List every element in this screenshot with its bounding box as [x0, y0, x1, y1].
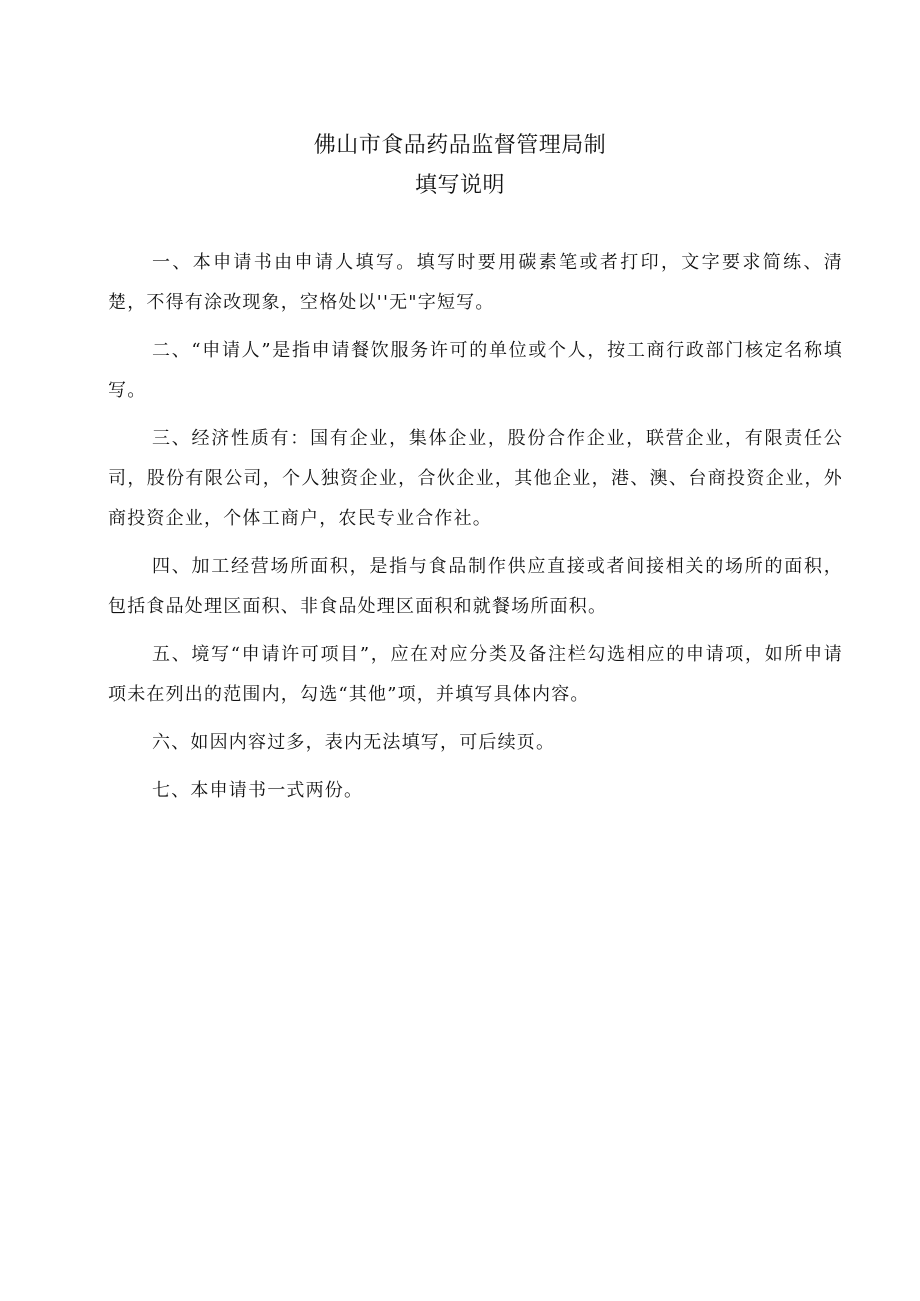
instruction-paragraph-2: 二、“申请人”是指申请餐饮服务许可的单位或个人，按工商行政部门核定名称填写。 [108, 340, 843, 401]
instruction-paragraph-6: 六、如因内容过多，表内无法填写，可后续页。 [152, 732, 556, 753]
instruction-paragraph-4: 四、加工经营场所面积，是指与食品制作供应直接或者间接相关的场所的面积，包括食品处理区面积、非食品处理区面积和就餐场所面积。 [108, 556, 843, 617]
instruction-paragraph-5: 五、境写“申请许可项目”，应在对应分类及备注栏勾选相应的申请项，如所申请项未在列出的范围内，勾选“其他”项，并填写具体内容。 [108, 644, 843, 705]
instructions-body [108, 243, 843, 819]
instructions-title: 填写说明 [414, 173, 505, 198]
document-header [0, 126, 920, 206]
instruction-paragraph-3: 三、经济性质有：国有企业，集体企业，股份合作企业，联营企业，有限责任公司，股份有限公司，个人独资企业，合伙企业，其他企业，港、澳、台商投资企业，外商投资企业，个体工商户，农民专业合作社。 [108, 428, 843, 529]
instruction-paragraph-7: 七、本申请书一式两份。 [152, 780, 364, 801]
issuer-title: 佛山市食品药品监督管理局制 [313, 133, 607, 158]
instruction-paragraph-1: 一、本申请书由申请人填写。填写时要用碳素笔或者打印，文字要求简练、清楚，不得有涂改现象，空格处以''无"字短写。 [108, 252, 843, 313]
